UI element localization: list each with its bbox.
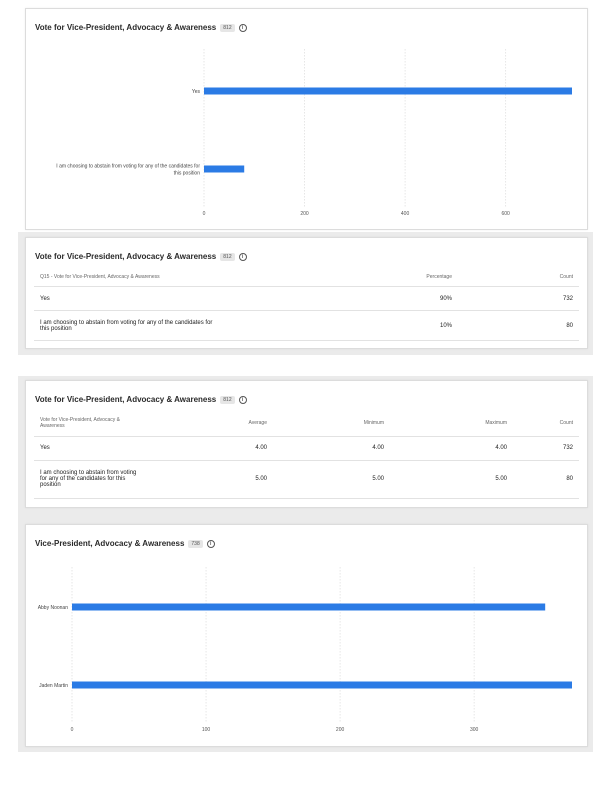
row-average: 4.00 [166, 436, 273, 460]
bar-chart [26, 9, 587, 229]
response-count-badge: 812 [220, 253, 234, 261]
column-header-count[interactable]: Count [513, 411, 579, 436]
row-count: 80 [458, 311, 579, 341]
card-title: Vice-President, Advocacy & Awareness [35, 539, 185, 548]
column-header-percentage[interactable]: Percentage [301, 267, 458, 287]
row-count: 80 [513, 460, 579, 498]
x-tick-label: 600 [501, 211, 510, 217]
column-header-average[interactable]: Average [166, 411, 273, 436]
statistics-table [34, 411, 579, 499]
x-tick-label: 200 [335, 727, 345, 733]
bar [72, 604, 545, 611]
card-title: Vote for Vice-President, Advocacy & Awareness [35, 395, 217, 404]
column-header-question[interactable]: Q15 - Vote for Vice-President, Advocacy & Awareness [34, 267, 301, 287]
table-row [34, 287, 579, 311]
row-label [34, 311, 301, 341]
card-title: Vote for Vice-President, Advocacy & Awareness [35, 252, 217, 261]
info-circle-icon[interactable]: i [239, 24, 247, 32]
bar [204, 166, 244, 173]
table-row [34, 311, 579, 341]
row-label-line: I am choosing to abstain from voting for any of the candidates for [40, 319, 213, 326]
table-card-percentage [25, 237, 588, 349]
category-label: Abby Noonan [37, 605, 68, 611]
row-minimum: 5.00 [273, 460, 390, 498]
chart-card-vote [25, 8, 588, 230]
category-label: Jaden Martin [39, 683, 68, 689]
card-title-row [35, 252, 247, 261]
row-label [34, 460, 166, 498]
info-circle-icon[interactable]: i [239, 396, 247, 404]
response-count-badge: 738 [188, 540, 202, 548]
info-circle-icon[interactable]: i [207, 540, 215, 548]
row-label-line: position [40, 482, 61, 488]
row-label-line: for any of the candidates for this [40, 476, 126, 482]
row-count: 732 [458, 287, 579, 311]
bar [72, 682, 572, 689]
column-header-count[interactable]: Count [458, 267, 579, 287]
x-tick-label: 0 [202, 211, 206, 217]
category-label: Yes [191, 89, 200, 95]
table-header-row [34, 411, 579, 436]
column-header-maximum[interactable]: Maximum [390, 411, 513, 436]
row-label: Yes [34, 287, 301, 311]
bar-chart [26, 525, 587, 746]
percentage-table [34, 267, 579, 341]
row-label-line: I am choosing to abstain from voting [40, 470, 137, 476]
x-tick-label: 400 [400, 211, 410, 217]
category-label: this position [173, 170, 200, 177]
chart-card-candidates [25, 524, 588, 747]
row-percentage: 10% [301, 311, 458, 341]
x-tick-label: 300 [469, 727, 479, 733]
row-percentage: 90% [301, 287, 458, 311]
response-count-badge: 812 [220, 24, 234, 32]
bar [204, 88, 572, 95]
x-tick-label: 0 [70, 727, 74, 733]
response-count-badge: 812 [220, 396, 234, 404]
table-header-row [34, 267, 579, 287]
category-label: I am choosing to abstain from voting for any of the candidates for [56, 163, 200, 170]
row-count: 732 [513, 436, 579, 460]
row-average: 5.00 [166, 460, 273, 498]
row-maximum: 5.00 [390, 460, 513, 498]
table-card-statistics [25, 380, 588, 508]
row-label: Yes [34, 436, 166, 460]
row-maximum: 4.00 [390, 436, 513, 460]
column-header-minimum[interactable]: Minimum [273, 411, 390, 436]
column-header-question[interactable] [34, 411, 166, 436]
header-line: Vote for Vice-President, Advocacy & [40, 417, 120, 424]
table-row [34, 460, 579, 498]
card-title-row [35, 395, 247, 404]
info-circle-icon[interactable]: i [239, 253, 247, 261]
row-minimum: 4.00 [273, 436, 390, 460]
row-label-line: this position [40, 325, 72, 332]
x-tick-label: 100 [201, 727, 211, 733]
table-row [34, 436, 579, 460]
x-tick-label: 200 [300, 211, 309, 217]
header-line: Awareness [40, 423, 65, 430]
card-title: Vote for Vice-President, Advocacy & Awareness [35, 23, 217, 32]
